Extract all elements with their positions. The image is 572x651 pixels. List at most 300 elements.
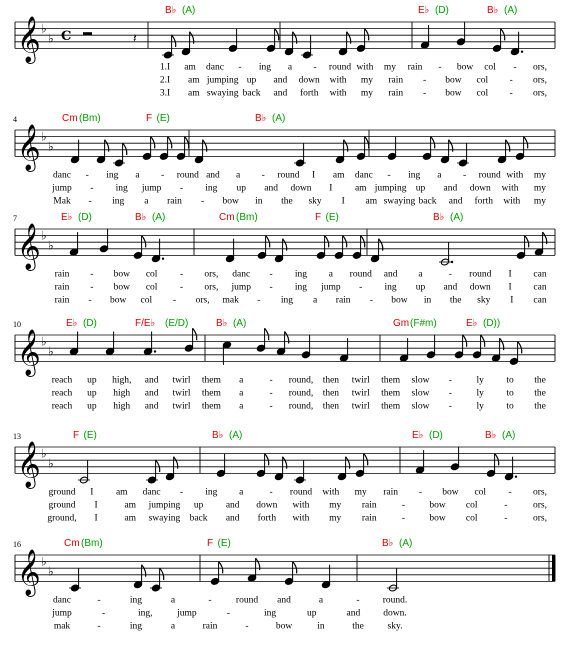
- lyric-syllable: round: [176, 170, 199, 181]
- lyric-syllable: am: [354, 183, 367, 194]
- lyric-syllable: -: [504, 513, 508, 524]
- chord-symbol: B♭: [487, 5, 499, 16]
- lyric-syllable: ing: [129, 621, 143, 632]
- lyric-syllable: with: [292, 500, 310, 511]
- lyric-syllable: bow: [110, 295, 127, 306]
- lyric-syllable: round: [289, 487, 313, 498]
- lyric-syllable: my: [329, 513, 342, 524]
- lyric-syllable: ing,: [137, 608, 153, 619]
- staff-system: [15, 5, 555, 98]
- lyric-syllable: my: [533, 183, 547, 194]
- lyric-syllable: them: [201, 401, 221, 412]
- lyric-syllable: rain: [54, 295, 70, 306]
- lyric-syllable: ors,: [533, 88, 547, 99]
- lyric-syllable: -: [509, 75, 513, 86]
- note-flag: [325, 235, 329, 247]
- lyric-syllable: my: [533, 196, 547, 207]
- chord-symbol: Cm: [219, 212, 235, 223]
- note-flag: [364, 453, 368, 465]
- lyric-syllable: -: [508, 487, 512, 498]
- note-flag: [266, 235, 270, 247]
- lyric-syllable: -: [179, 183, 184, 194]
- lyric-syllable: I: [329, 183, 333, 194]
- lyric-syllable: bow: [275, 621, 293, 632]
- lyric-syllable: my: [360, 88, 373, 99]
- note-flag: [142, 235, 146, 247]
- lyric-syllable: 3.I: [159, 88, 171, 99]
- lyric-syllable: the: [352, 621, 364, 632]
- lyric-syllable: twirl: [351, 401, 370, 412]
- chord-symbol: Gm: [393, 318, 410, 329]
- lyric-syllable: them: [381, 375, 401, 386]
- lyric-syllable: round: [235, 595, 259, 606]
- lyric-syllable: -: [513, 62, 517, 73]
- note-flag: [185, 136, 189, 148]
- lyric-syllable: with: [501, 183, 519, 194]
- lyric-syllable: am: [188, 88, 200, 99]
- lyric-syllable: rain: [361, 500, 377, 511]
- chord-alternate: (D): [429, 430, 443, 441]
- lyric-syllable: ground: [48, 487, 76, 498]
- lyric-syllable: the: [281, 196, 293, 207]
- lyric-syllable: them: [201, 388, 221, 399]
- chord-alternate: (A): [182, 5, 196, 16]
- lyric-syllable: 2.I: [159, 75, 171, 86]
- note-flag: [160, 568, 164, 580]
- lyric-syllable: round: [478, 170, 501, 181]
- lyric-syllable: round,: [288, 375, 314, 386]
- chord-alternate: (A): [399, 538, 413, 549]
- chord-symbol: B♭: [135, 212, 147, 223]
- lyric-syllable: back: [189, 513, 208, 524]
- note-flag: [219, 561, 223, 573]
- lyric-syllable: col: [145, 269, 158, 280]
- lyric-syllable: ly: [476, 401, 484, 412]
- flat-icon: ♭: [41, 554, 47, 569]
- note-flag: [524, 136, 528, 148]
- lyric-syllable: ors,: [204, 269, 219, 280]
- lyric-syllable: ing: [258, 62, 272, 73]
- note-flag: [265, 453, 269, 465]
- measure-number: 13: [13, 432, 21, 441]
- note-flag: [495, 453, 499, 465]
- chord-symbol: E♭: [66, 318, 78, 329]
- lyric-syllable: a: [318, 595, 324, 606]
- staff-system: [13, 212, 555, 305]
- lyric-syllable: ing: [129, 595, 143, 606]
- lyric-syllable: danc: [53, 170, 71, 181]
- chord-symbol: B♭: [255, 113, 267, 124]
- chord-symbol: B♭: [216, 318, 228, 329]
- chord-symbol: E♭: [412, 430, 424, 441]
- chord-alternate: (E): [217, 538, 231, 549]
- lyric-syllable: my: [354, 487, 367, 498]
- lyric-syllable: down: [256, 500, 278, 511]
- measure-number: 16: [13, 540, 21, 549]
- lyric-syllable: the: [534, 401, 546, 412]
- lyric-syllable: I: [94, 500, 98, 511]
- dot: [154, 350, 156, 352]
- note-flag: [168, 136, 172, 148]
- lyric-syllable: I: [311, 170, 316, 181]
- lyric-syllable: up: [87, 401, 97, 412]
- lyric-syllable: -: [356, 595, 360, 606]
- lyric-syllable: the: [534, 388, 546, 399]
- lyric-syllable: a: [239, 388, 244, 399]
- lyric-syllable: round: [328, 62, 352, 73]
- note-flag: [123, 143, 127, 155]
- chord-alternate: (E): [156, 113, 170, 124]
- note-flag: [193, 328, 197, 340]
- flat-icon: ♭: [48, 31, 54, 46]
- quarter-rest: 𝄽: [133, 30, 137, 45]
- lyric-syllable: -: [401, 500, 406, 511]
- lyric-syllable: rain: [54, 269, 70, 280]
- chord-symbol: F: [146, 113, 153, 124]
- lyric-syllable: up: [193, 500, 204, 511]
- lyric-syllable: ground,: [47, 513, 77, 524]
- lyric-syllable: rain: [388, 75, 404, 86]
- lyric-syllable: round: [349, 269, 372, 280]
- lyric-syllable: down: [290, 183, 312, 194]
- lyric-syllable: swaying: [383, 196, 416, 207]
- lyric-syllable: ly: [476, 375, 484, 386]
- lyric-syllable: danc: [232, 269, 251, 280]
- lyric-syllable: -: [179, 282, 184, 293]
- lyric-syllable: am: [184, 62, 196, 73]
- staff-system: [13, 113, 555, 206]
- lyric-syllable: the: [534, 375, 546, 386]
- lyric-syllable: a: [239, 401, 244, 412]
- lyric-syllable: ing: [280, 295, 294, 306]
- measure-number: 7: [13, 214, 17, 223]
- dot: [162, 258, 164, 260]
- lyric-syllable: reach: [51, 388, 73, 399]
- lyric-syllable: ors,: [533, 75, 547, 86]
- lyric-syllable: -: [161, 170, 165, 181]
- lyric-syllable: ing: [408, 170, 421, 181]
- chord-alternate: (Bm): [79, 113, 101, 124]
- treble-clef-icon: 𝄞: [17, 329, 41, 376]
- lyric-syllable: and: [273, 88, 288, 99]
- flat-icon: ♭: [41, 334, 47, 349]
- lyric-syllable: -: [269, 401, 273, 412]
- treble-clef-icon: 𝄞: [17, 16, 41, 63]
- lyric-syllable: forth: [299, 88, 319, 99]
- lyric-syllable: -: [261, 170, 265, 181]
- note-flag: [361, 235, 365, 247]
- lyric-syllable: jumping: [374, 183, 407, 194]
- chord-alternate: (E/D): [165, 318, 189, 329]
- note-flag: [151, 136, 155, 148]
- lyric-syllable: jump: [52, 183, 72, 194]
- lyric-syllable: I: [508, 269, 512, 280]
- lyric-syllable: with: [503, 196, 521, 207]
- lyric-syllable: -: [90, 183, 94, 194]
- lyric-syllable: -: [401, 513, 406, 524]
- lyric-syllable: reach: [51, 375, 73, 386]
- lyric-syllable: am: [332, 170, 345, 181]
- lyric-syllable: I: [341, 196, 345, 207]
- lyric-syllable: can: [533, 295, 547, 306]
- lyric-syllable: col: [465, 500, 478, 511]
- lyric-syllable: a: [287, 62, 293, 73]
- chord-alternate: (D)): [483, 318, 501, 329]
- lyric-syllable: and: [383, 269, 398, 280]
- lyric-syllable: forth: [257, 513, 277, 524]
- lyric-syllable: am: [365, 196, 378, 207]
- chord-symbol: F: [73, 430, 80, 441]
- lyric-syllable: danc: [53, 595, 71, 606]
- lyric-syllable: in: [255, 196, 263, 207]
- measure-number: 10: [13, 320, 21, 329]
- lyric-syllable: I: [508, 282, 512, 293]
- lyric-syllable: ing: [205, 183, 218, 194]
- lyric-syllable: -: [269, 282, 273, 293]
- chord-symbol: B♭: [212, 430, 224, 441]
- lyric-syllable: -: [359, 282, 363, 293]
- lyric-syllable: up: [236, 183, 246, 194]
- lyric-syllable: -: [90, 269, 94, 280]
- lyric-syllable: -: [97, 595, 101, 606]
- lyric-syllable: -: [90, 282, 94, 293]
- note-flag: [365, 136, 369, 148]
- lyric-syllable: down: [298, 75, 320, 86]
- chord-symbol: Cm: [64, 538, 80, 549]
- flat-icon: ♭: [48, 564, 54, 579]
- lyric-syllable: jump: [52, 608, 72, 619]
- lyric-syllable: col: [140, 295, 153, 306]
- lyric-syllable: twirl: [172, 375, 191, 386]
- lyric-syllable: -: [423, 88, 427, 99]
- flat-icon: ♭: [41, 21, 47, 36]
- chord-symbol: E♭: [418, 5, 430, 16]
- flat-icon: ♭: [48, 238, 54, 253]
- lyric-syllable: up: [87, 388, 97, 399]
- lyric-syllable: up: [307, 608, 317, 619]
- note-flag: [172, 35, 176, 47]
- lyric-syllable: jumping: [148, 500, 181, 511]
- lyric-syllable: and: [277, 595, 291, 606]
- lyric-syllable: 1.I: [159, 62, 171, 73]
- lyric-syllable: bow: [429, 500, 446, 511]
- flat-icon: ♭: [41, 228, 47, 243]
- lyric-syllable: with: [322, 487, 340, 498]
- chord-symbol: Cm: [62, 113, 78, 124]
- lyric-syllable: to: [506, 401, 514, 412]
- chord-alternate: (A): [233, 318, 247, 329]
- note-flag: [518, 341, 522, 353]
- chord-symbol: B♭: [165, 5, 177, 16]
- lyric-syllable: col: [476, 88, 489, 99]
- lyric-syllable: ors,: [533, 513, 547, 524]
- lyric-syllable: ors,: [204, 282, 219, 293]
- chord-alternate: (A): [229, 430, 243, 441]
- lyric-syllable: twirl: [351, 375, 370, 386]
- lyric-syllable: -: [369, 295, 373, 306]
- lyric-syllable: ors,: [195, 295, 210, 306]
- lyric-syllable: forth: [474, 196, 493, 207]
- lyric-syllable: and: [346, 608, 361, 619]
- lyric-syllable: with: [506, 170, 524, 181]
- lyric-syllable: am: [124, 500, 137, 511]
- chord-symbol: E♭: [61, 212, 73, 223]
- lyric-syllable: ors,: [533, 62, 547, 73]
- lyric-syllable: and: [144, 388, 159, 399]
- lyric-syllable: round,: [288, 401, 314, 412]
- lyric-syllable: down: [469, 282, 491, 293]
- lyric-syllable: up: [415, 282, 426, 293]
- chord-alternate: (E): [83, 430, 97, 441]
- chord-alternate: (Bm): [236, 212, 258, 223]
- treble-clef-icon: 𝄞: [17, 223, 41, 270]
- lyric-syllable: ing: [112, 196, 125, 207]
- lyric-syllable: a: [418, 269, 423, 280]
- chord-alternate: (Bm): [81, 538, 103, 549]
- lyric-syllable: -: [423, 75, 427, 86]
- chord-alternate: (D): [78, 212, 92, 223]
- lyric-syllable: -: [269, 487, 273, 498]
- lyric-syllable: jump: [321, 282, 341, 293]
- chord-symbol: B♭: [485, 430, 497, 441]
- lyric-syllable: -: [179, 487, 184, 498]
- lyric-syllable: and: [225, 500, 240, 511]
- lyric-syllable: with: [329, 75, 347, 86]
- dot: [521, 51, 523, 53]
- note-flag: [525, 235, 529, 247]
- chord-alternate: (F#m): [410, 318, 437, 329]
- lyric-syllable: rain: [335, 295, 351, 306]
- lyric-syllable: rain: [407, 62, 423, 73]
- lyric-syllable: -: [448, 269, 452, 280]
- chord-symbol: B♭: [433, 212, 445, 223]
- lyric-syllable: high: [113, 401, 131, 412]
- lyric-syllable: bow: [456, 62, 474, 73]
- lyric-syllable: sky: [308, 196, 322, 207]
- chord-alternate: (A): [272, 113, 286, 124]
- lyric-syllable: a: [135, 170, 140, 181]
- lyric-syllable: twirl: [351, 388, 370, 399]
- lyric-syllable: swaying: [148, 513, 181, 524]
- lyric-syllable: the: [449, 295, 462, 306]
- lyric-syllable: bow: [442, 487, 459, 498]
- chord-symbol: B♭: [382, 538, 394, 549]
- note-flag: [293, 561, 297, 573]
- lyric-syllable: rain: [202, 621, 218, 632]
- lyric-syllable: I: [90, 487, 94, 498]
- lyric-syllable: a: [170, 621, 176, 632]
- lyric-syllable: I: [510, 295, 514, 306]
- chord-symbol: F: [207, 538, 214, 549]
- lyric-syllable: then: [322, 401, 340, 412]
- lyric-syllable: sky.: [387, 621, 403, 632]
- lyric-syllable: ors,: [533, 500, 547, 511]
- lyric-syllable: -: [504, 500, 508, 511]
- lyric-syllable: -: [387, 170, 391, 181]
- lyric-syllable: bow: [391, 295, 408, 306]
- lyric-syllable: jump: [177, 608, 197, 619]
- lyric-syllable: slow: [411, 375, 430, 386]
- staff-system: [13, 318, 555, 411]
- note-flag: [156, 460, 160, 472]
- lyric-syllable: -: [313, 62, 317, 73]
- lyric-syllable: -: [201, 196, 205, 207]
- lyric-syllable: -: [509, 88, 513, 99]
- lyric-syllable: -: [97, 621, 101, 632]
- lyric-syllable: ing: [294, 269, 308, 280]
- lyric-syllable: twirl: [172, 388, 191, 399]
- lyric-syllable: bow: [113, 282, 130, 293]
- lyric-syllable: col: [465, 513, 478, 524]
- lyric-syllable: my: [533, 170, 547, 181]
- lyric-syllable: reach: [51, 401, 73, 412]
- note-flag: [265, 328, 269, 340]
- lyric-syllable: and: [225, 513, 240, 524]
- lyric-syllable: sky: [477, 295, 491, 306]
- lyric-syllable: -: [418, 487, 423, 498]
- treble-clef-icon: 𝄞: [17, 549, 41, 596]
- chord-alternate: (A): [502, 430, 516, 441]
- lyric-syllable: bow: [445, 88, 462, 99]
- lyric-syllable: my: [383, 62, 397, 73]
- lyric-syllable: high,: [112, 375, 132, 386]
- dot: [515, 476, 517, 478]
- lyric-syllable: col: [484, 62, 496, 73]
- final-barline: [552, 555, 555, 581]
- lyric-syllable: -: [448, 401, 452, 412]
- lyric-syllable: can: [533, 282, 547, 293]
- lyric-syllable: am: [188, 75, 200, 86]
- lyric-syllable: to: [506, 388, 514, 399]
- lyric-syllable: down: [469, 183, 491, 194]
- note-flag: [501, 28, 505, 40]
- lyric-syllable: round,: [288, 388, 314, 399]
- chord-alternate: (E): [325, 212, 339, 223]
- lyric-syllable: col: [476, 75, 489, 86]
- lyric-syllable: twirl: [172, 401, 191, 412]
- lyric-syllable: -: [238, 62, 242, 73]
- note-flag: [365, 28, 369, 40]
- lyric-syllable: -: [448, 388, 452, 399]
- note-flag: [275, 28, 279, 40]
- flat-icon: ♭: [48, 344, 54, 359]
- lyric-syllable: and: [264, 183, 278, 194]
- lyric-syllable: ing: [294, 282, 308, 293]
- lyric-syllable: my: [329, 500, 342, 511]
- chord-alternate: (D): [83, 318, 97, 329]
- lyric-syllable: ing: [106, 170, 119, 181]
- lyric-syllable: col: [474, 487, 487, 498]
- lyric-syllable: -: [172, 295, 177, 306]
- flat-icon: ♭: [48, 456, 54, 471]
- note-flag: [463, 335, 467, 347]
- lyric-syllable: and: [144, 401, 159, 412]
- lyric-syllable: slow: [411, 388, 430, 399]
- lyric-syllable: round: [469, 269, 492, 280]
- lyric-syllable: -: [85, 170, 89, 181]
- lyric-syllable: with: [329, 88, 347, 99]
- lyric-syllable: to: [506, 375, 514, 386]
- lyric-syllable: ground: [48, 500, 76, 511]
- lyric-syllable: and: [443, 282, 458, 293]
- lyric-syllable: a: [239, 375, 244, 386]
- lyric-syllable: rain: [54, 282, 70, 293]
- lyric-syllable: in: [423, 295, 432, 306]
- staff-system: [13, 430, 555, 523]
- lyric-syllable: swaying: [206, 88, 239, 99]
- lyric-syllable: rain: [167, 196, 182, 207]
- chord-symbol: F: [315, 212, 322, 223]
